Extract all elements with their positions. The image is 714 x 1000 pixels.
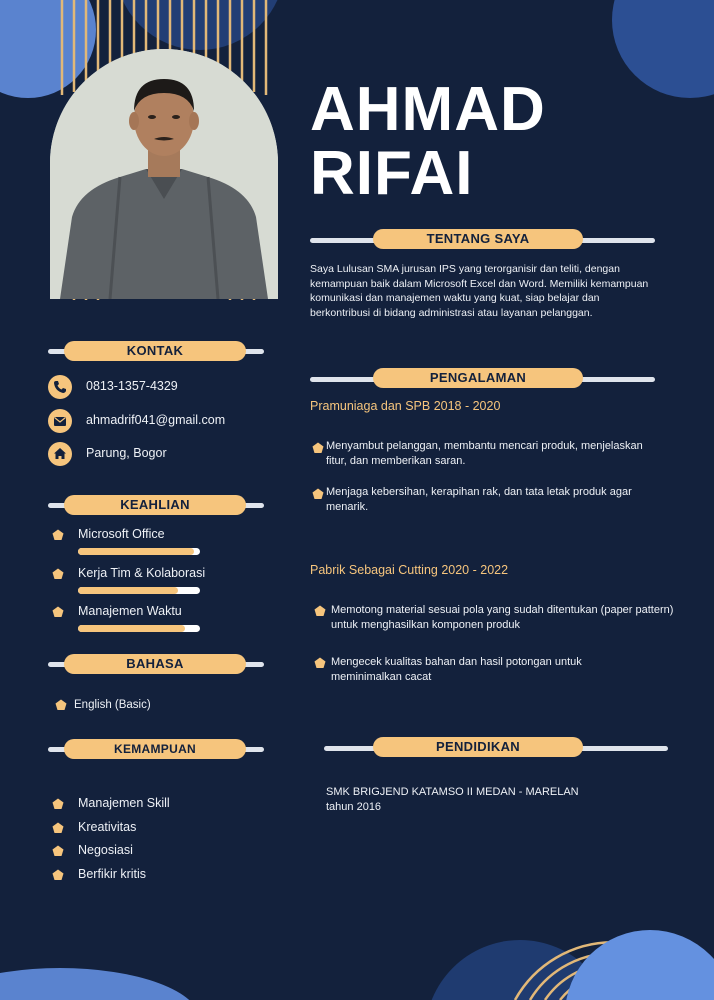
bullet-icon [52, 529, 64, 541]
about-heading: TENTANG SAYA [373, 229, 583, 249]
skill-bar-fill [78, 548, 194, 555]
contact-heading: KONTAK [64, 341, 246, 361]
bullet-icon [52, 845, 64, 857]
phone-text: 0813-1357-4329 [86, 379, 178, 393]
bullet-icon [314, 605, 326, 617]
phone-icon [48, 375, 72, 399]
education-heading: PENDIDIKAN [373, 737, 583, 757]
deco-ellipse-bottom-left [0, 968, 200, 1000]
address-text: Parung, Bogor [86, 446, 167, 460]
skill-bar-fill [78, 587, 178, 594]
ability-item: Negosiasi [78, 843, 133, 857]
bullet-icon [52, 798, 64, 810]
name-line-2: RIFAI [310, 139, 474, 208]
ability-item: Berfikir kritis [78, 866, 147, 881]
bullet-icon [52, 869, 64, 881]
skills-heading: KEAHLIAN [64, 495, 246, 515]
education-year: tahun 2016 [326, 801, 382, 813]
bullet-icon [52, 606, 64, 618]
deco-circle-top-right [612, 0, 714, 98]
ability-item: Manajemen Skill [78, 796, 170, 810]
home-icon [48, 442, 72, 466]
job-1-bullet-2: Menjaga kebersihan, kerapihan rak, dan tata letak produk agar menarik. [326, 486, 632, 513]
ability-item: Kreativitas [78, 819, 137, 834]
skill-bar-fill [78, 625, 185, 632]
mail-icon [48, 409, 72, 433]
bullet-icon [52, 568, 64, 580]
language-item: English (Basic) [74, 699, 151, 711]
job-title-2: Pabrik Sebagai Cutting 2020 - 2022 [310, 563, 509, 577]
deco-circle-bottom-right [565, 930, 714, 1000]
profile-photo [50, 49, 278, 299]
bullet-icon [312, 442, 324, 454]
job-2-bullet-2: Mengecek kualitas bahan dan hasil potongan untuk meminimalkan cacat [331, 656, 582, 683]
name-line-1: AHMAD [310, 75, 546, 144]
skill-label: Microsoft Office [78, 527, 165, 541]
job-title-1: Pramuniaga dan SPB 2018 - 2020 [310, 399, 501, 413]
languages-heading: BAHASA [64, 654, 246, 674]
bullet-icon [314, 657, 326, 669]
about-text: Saya Lulusan SMA jurusan IPS yang terorganisir dan teliti, dengan kemampuan baik dalam Microsoft Excel dan Word. Memiliki kemampuan komunikasi dan manajemen waktu yang kuat, siap belajar dan berkontribusi di bidang administrasi atau layanan pelanggan. [310, 263, 649, 319]
education-school: SMK BRIGJEND KATAMSO II MEDAN - MARELAN [326, 786, 579, 798]
skill-label: Manajemen Waktu [78, 604, 182, 618]
email-text: ahmadrif041@gmail.com [86, 413, 226, 427]
full-name [310, 75, 546, 208]
abilities-heading: KEMAMPUAN [64, 739, 246, 759]
bullet-icon [52, 822, 64, 834]
bullet-icon [312, 488, 324, 500]
job-2-bullet-1: Memotong material sesuai pola yang sudah ditentukan (paper pattern) untuk menghasilkan komponen produk [331, 604, 674, 631]
deco-circle-top-mid [115, 0, 285, 50]
skill-label: Kerja Tim & Kolaborasi [78, 566, 206, 580]
experience-heading: PENGALAMAN [373, 368, 583, 388]
bullet-icon [55, 699, 67, 711]
job-1-bullet-1: Menyambut pelanggan, membantu mencari produk, menjelaskan fitur, dan memberikan saran. [326, 440, 643, 467]
